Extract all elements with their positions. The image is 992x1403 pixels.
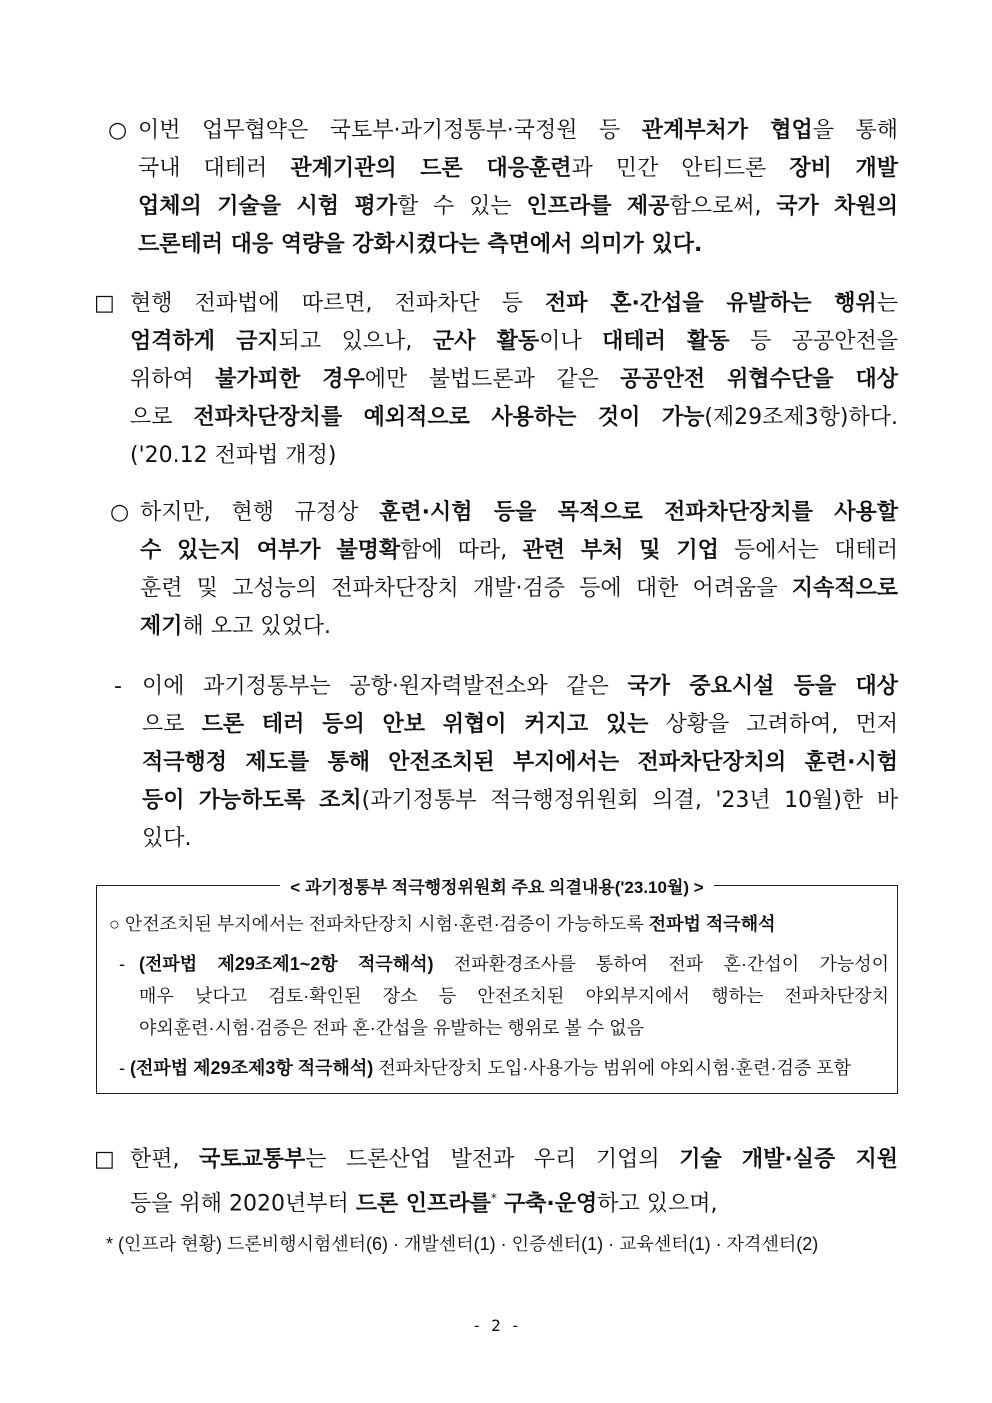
text-line: 엄격하게 금지되고 있으나, 군사 활동이나 대테러 활동 등 공공안전을 — [130, 329, 899, 354]
paragraph-1 — [108, 112, 898, 264]
paragraph-2 — [94, 285, 898, 475]
footnote: * (인프라 현황) 드론비행시험센터(6) · 개발센터(1) · 인증센터(1) · 교육센터(1) · 자격센터(2) — [106, 1234, 819, 1254]
text-line: 등이 가능하도록 조치(과기정통부 적극행정위원회 의결, '23년 10월)한 바 — [142, 788, 898, 813]
circle-bullet: ○ — [108, 118, 128, 143]
text-line: ('20.12 전파법 개정) — [130, 443, 337, 468]
box-item-2: - (전파법 제29조제1~2항 적극해석) 전파환경조사를 통하여 전파 혼·간섭이 가능성이 매우 낮다고 검토·확인된 장소 등 안전조치된 야외부지에서 행하는 전파차단장치 야외훈련·시험·검증은 전파 혼·간섭을 유발하는 행위로 볼 수 없음 — [119, 948, 889, 1044]
paragraph-4 — [114, 668, 898, 858]
text-line: 이에 과기정통부는 공항·원자력발전소와 같은 국가 중요시설 등을 대상 — [142, 674, 898, 699]
square-bullet: □ — [94, 291, 115, 316]
text-line: 으로 전파차단장치를 예외적으로 사용하는 것이 가능(제29조제3항)하다. — [130, 405, 898, 430]
text-line: 제기해 오고 있었다. — [140, 614, 332, 639]
text-line: 이번 업무협약은 국토부·과기정통부·국정원 등 관계부처가 협업을 통해 — [138, 118, 898, 143]
box-title: < 과기정통부 적극행정위원회 주요 의결내용('23.10월) > — [280, 878, 713, 897]
text-line: 으로 드론 테러 등의 안보 위협이 커지고 있는 상황을 고려하여, 먼저 — [142, 712, 898, 737]
text-line: 업체의 기술을 시험 평가할 수 있는 인프라를 제공함으로써, 국가 차원의 — [138, 194, 899, 219]
circle-bullet: ○ — [110, 500, 130, 525]
resolution-box — [96, 878, 898, 1094]
dash-bullet: - — [119, 954, 125, 974]
text-line: 훈련 및 고성능의 전파차단장치 개발·검증 등에 대한 어려움을 지속적으로 — [140, 576, 898, 601]
paragraph-3 — [110, 494, 898, 646]
text-line: 국내 대테러 관계기관의 드론 대응훈련과 민간 안티드론 장비 개발 — [138, 156, 899, 181]
text-line: 있다. — [142, 826, 192, 851]
dash-bullet: - — [114, 674, 122, 699]
paragraph-5 — [94, 1141, 898, 1223]
circle-bullet: ○ — [109, 914, 120, 934]
text-line: 한편, 국토교통부는 드론산업 발전과 우리 기업의 기술 개발·실증 지원 — [130, 1147, 898, 1172]
box-item-3: - (전파법 제29조제3항 적극해석) 전파차단장치 도입·사용가능 범위에 야외시험·훈련·검증 포함 — [119, 1058, 851, 1078]
text-line: 위하여 불가피한 경우에만 불법드론과 같은 공공안전 위협수단을 대상 — [130, 367, 898, 392]
box-item-1: ○ 안전조치된 부지에서는 전파차단장치 시험·훈련·검증이 가능하도록 전파법 적극해석 — [109, 914, 776, 934]
text-line: 적극행정 제도를 통해 안전조치된 부지에서는 전파차단장치의 훈련·시험 — [142, 750, 898, 775]
text-line: 수 있는지 여부가 불명확함에 따라, 관련 부처 및 기업 등에서는 대테러 — [140, 538, 898, 563]
text-line: 드론테러 대응 역량을 강화시켰다는 측면에서 의미가 있다. — [138, 232, 703, 257]
page-number: - 2 - — [471, 1316, 521, 1335]
dash-bullet: - — [119, 1058, 125, 1078]
text-line: 하지만, 현행 규정상 훈련·시험 등을 목적으로 전파차단장치를 사용할 — [140, 500, 898, 525]
square-bullet: □ — [94, 1147, 115, 1172]
text-line: 현행 전파법에 따르면, 전파차단 등 전파 혼·간섭을 유발하는 행위는 — [130, 291, 898, 316]
text-line: 등을 위해 2020년부터 드론 인프라를* 구축·운영하고 있으며, — [130, 1191, 718, 1217]
